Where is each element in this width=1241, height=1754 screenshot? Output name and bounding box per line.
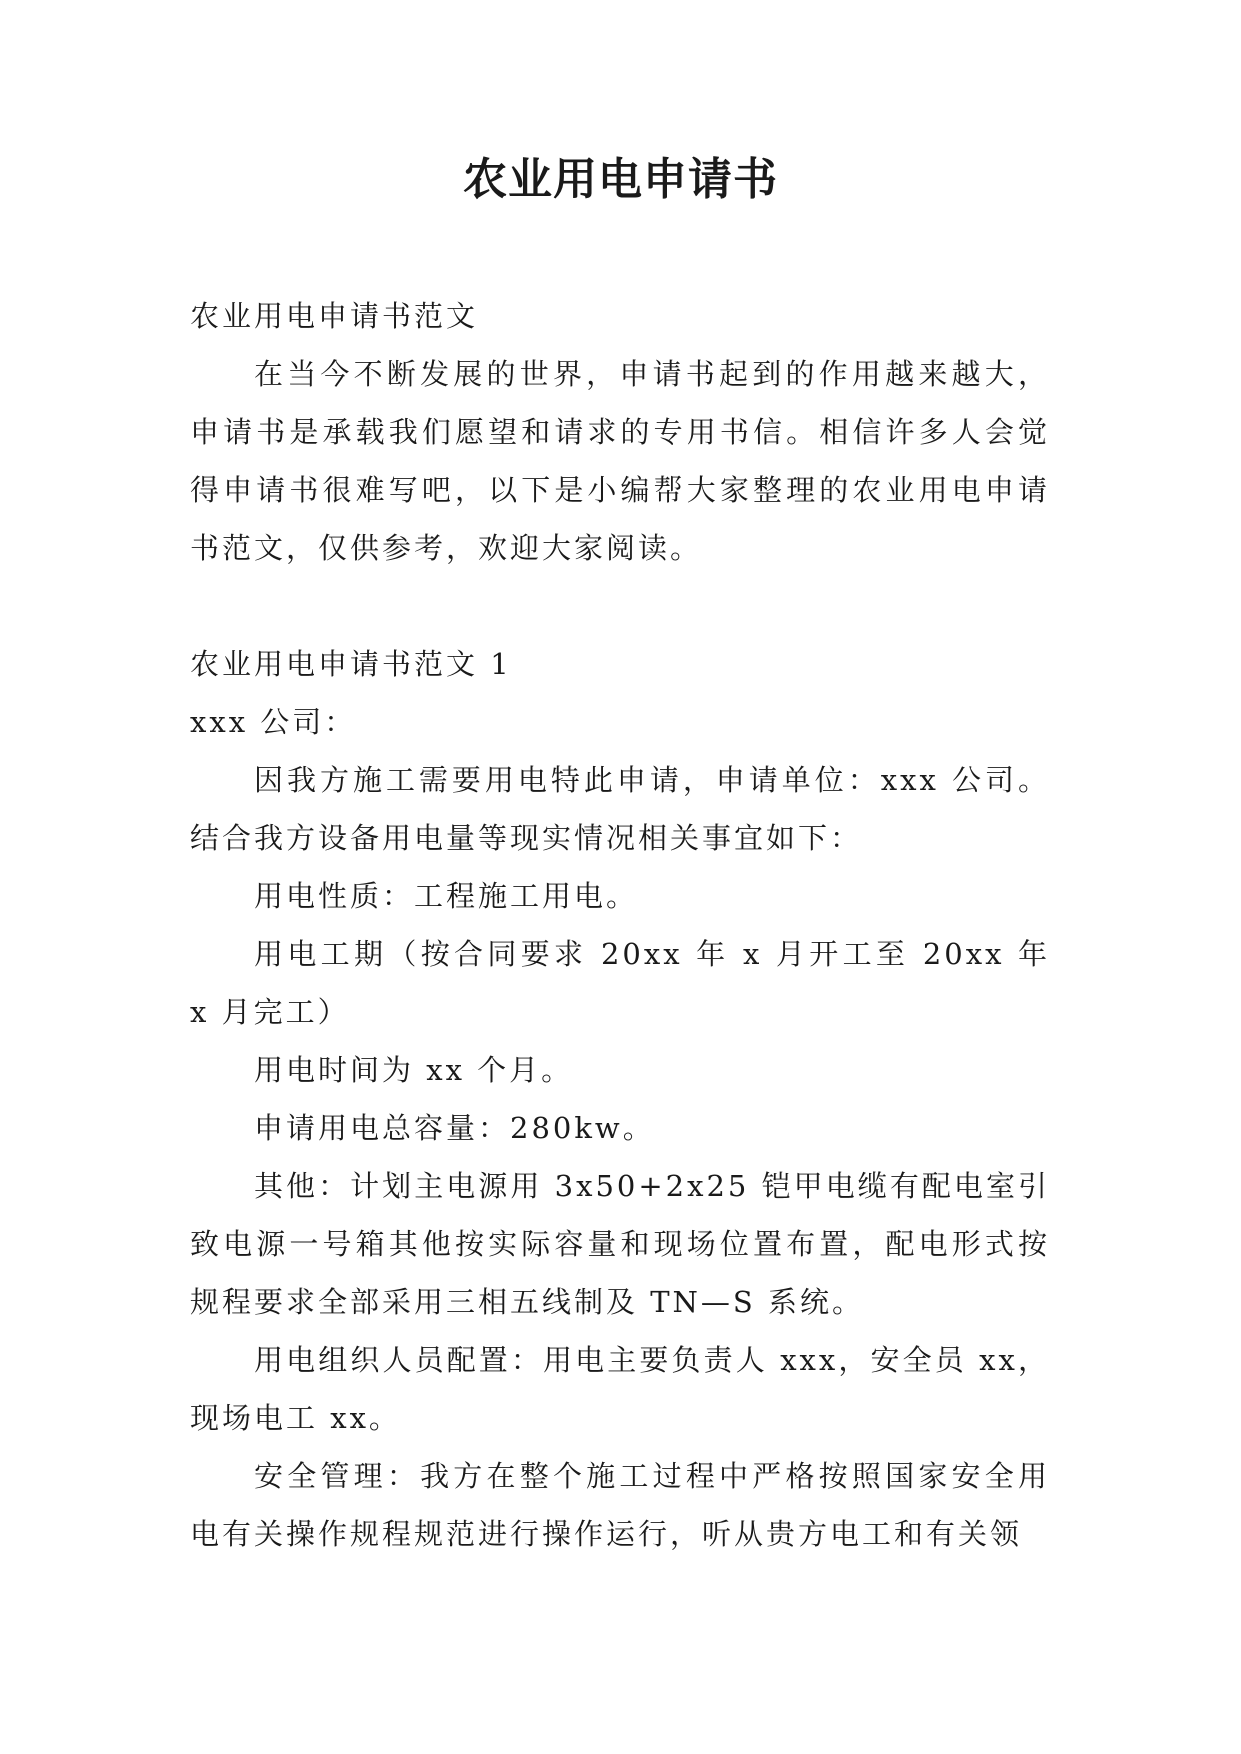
document-title: 农业用电申请书: [463, 154, 778, 205]
body-paragraph: 用电时间为 xx 个月。: [254, 1053, 574, 1087]
section-spacer: [190, 577, 1050, 635]
sample-heading: 农业用电申请书范文 1: [190, 647, 512, 681]
body-paragraph: 用电性质：工程施工用电。: [254, 879, 639, 913]
body-paragraph: 安全管理：我方在整个施工过程中严格按照国家安全用电有关操作规程规范进行操作运行，听从贵方电工和有关领: [190, 1459, 1050, 1551]
document-body: [190, 287, 1050, 1563]
body-paragraph: 其他：计划主电源用 3x50+2x25 铠甲电缆有配电室引致电源一号箱其他按实际容量和现场位置布置，配电形式按规程要求全部采用三相五线制及 TN—S 系统。: [190, 1169, 1050, 1319]
intro-heading: 农业用电申请书范文: [190, 299, 479, 333]
body-paragraph: 申请用电总容量：280kw。: [254, 1111, 655, 1145]
body-paragraph: 用电工期（按合同要求 20xx 年 x 月开工至 20xx 年 x 月完工）: [190, 937, 1050, 1029]
body-paragraph: 用电组织人员配置：用电主要负责人 xxx，安全员 xx，现场电工 xx。: [190, 1343, 1050, 1435]
intro-paragraph: 在当今不断发展的世界，申请书起到的作用越来越大，申请书是承载我们愿望和请求的专用书信。相信许多人会觉得申请书很难写吧，以下是小编帮大家整理的农业用电申请书范文，仅供参考，欢迎大家阅读。: [190, 357, 1050, 565]
body-paragraph: 因我方施工需要用电特此申请，申请单位：xxx 公司。结合我方设备用电量等现实情况相关事宜如下：: [190, 763, 1050, 855]
salutation: xxx 公司：: [190, 705, 357, 739]
